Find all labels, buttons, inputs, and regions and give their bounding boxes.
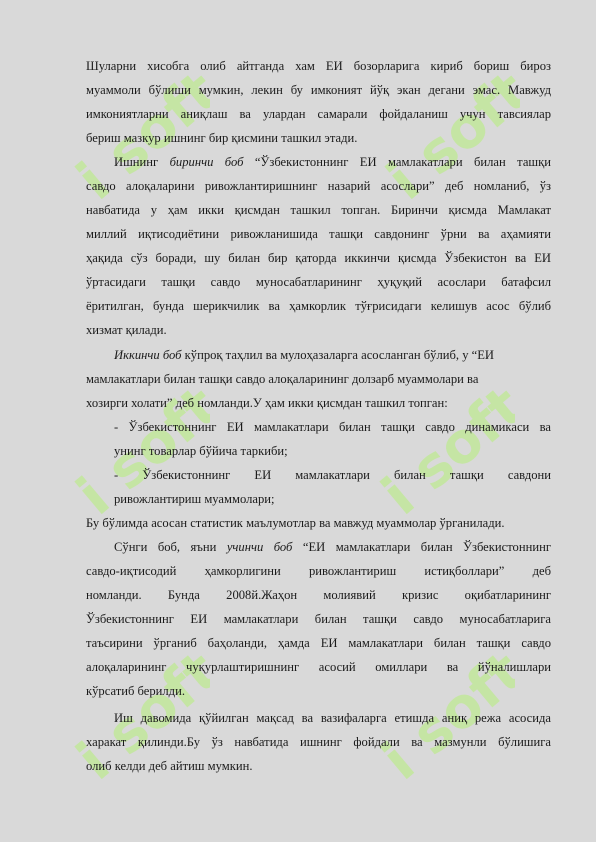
text-line: Шуларни хисобга олиб айтганда хам ЕИ бозорларига кириб бориш бироз [86,59,551,73]
watermark-text: i soft [65,70,210,213]
list-item: ривожлантириш муаммолари; [114,492,275,506]
text-line: ўртасидаги ташқи савдо муносабатларининг ҳуқуқий асослари батафсил [86,275,551,289]
text-line: ҳақида сўз боради, шу билан бир қаторда иккинчи қисмда Ўзбекистон ва ЕИ [86,251,551,265]
text-line: таъсирини ўрганиб баҳоланди, ҳамда ЕИ мамлакатлари билан ташқи савдо [86,636,551,650]
watermark-text: i soft [65,650,210,793]
text-line: навбатида у ҳам икки қисмдан ташкил топган. Биринчи қисмда Мамлакат [86,203,551,217]
text-line: Сўнги боб, яъни учинчи боб “ЕИ мамлакатлари билан Ўзбекистоннинг [114,540,551,554]
list-item: - Ўзбекистоннинг ЕИ мамлакатлари билан ташқи савдо динамикаси ва [114,420,551,434]
text-line: кўрсатиб берилди. [86,684,185,698]
text-line: савдо-иқтисодий ҳамкорлигини ривожлантириш истиқболлари” деб [86,564,551,578]
emphasis: учинчи боб [226,540,293,554]
text-line: ёритилган, бунда шерикчилик ва ҳамкорлик тўғрисидаги келишув асос бўлиб [86,299,551,313]
watermark-text: i soft [375,70,520,213]
watermark-text: i soft [65,385,210,528]
text-line: имкониятларни аниқлаш ва улардан самарали фойдаланиш учун тавсиялар [86,107,551,121]
text-line: миллий иқтисодиётини ривожланишида ташқи савдонинг ўрни ва аҳамияти [86,227,551,241]
text-line: алоқаларининг чуқурлаштиришнинг асосий омиллари ва йўналишлари [86,660,551,674]
text-line: хозирги холати” деб номланди.У ҳам икки қисмдан ташкил топган: [86,396,448,410]
text-line: муаммоли бўлиши мумкин, лекин бу имконият йўқ экан дегани эмас. Мавжуд [86,83,551,97]
text-line: Бу бўлимда асосан статистик маълумотлар ва мавжуд муаммолар ўрганилади. [86,516,505,530]
emphasis: Иккинчи боб [114,348,182,362]
text-line: бериш мазкур ишнинг бир қисмини ташкил этади. [86,131,358,145]
list-item: - Ўзбекистоннинг ЕИ мамлакатлари билан ташқи савдони [114,468,551,482]
watermark-text: i soft [370,650,515,793]
text-line: харакат қилинди.Бу ўз навбатида ишнинг фойдали ва мазмунли бўлишига [86,735,551,749]
list-item: унинг товарлар бўйича таркиби; [114,444,288,458]
text-line: хизмат қилади. [86,323,167,337]
text-line: номланди. Бунда 2008й.Жаҳон молиявий кризис оқибатларининг [86,588,551,602]
text-line: Иш давомида қўйилган мақсад ва вазифаларга етишда аниқ режа асосида [114,711,551,725]
watermark-text: i soft [370,385,515,528]
text-line: Ўзбекистоннинг ЕИ мамлакатлари билан ташқи савдо муносабатларига [86,612,551,626]
text-line: Иккинчи боб кўпроқ таҳлил ва мулоҳазаларга асосланган бўлиб, у “ЕИ [114,348,495,362]
text-line: мамлакатлари билан ташқи савдо алоқаларининг долзарб муаммолари ва [86,372,479,386]
text-line: олиб келди деб айтиш мумкин. [86,759,253,773]
text-line: савдо алоқаларини ривожлантиришнинг назарий асослари” деб номланиб, ўз [86,179,551,193]
text-line: Ишнинг биринчи боб “Ўзбекистоннинг ЕИ мамлакатлари билан ташқи [114,155,551,169]
emphasis: биринчи боб [169,155,244,169]
